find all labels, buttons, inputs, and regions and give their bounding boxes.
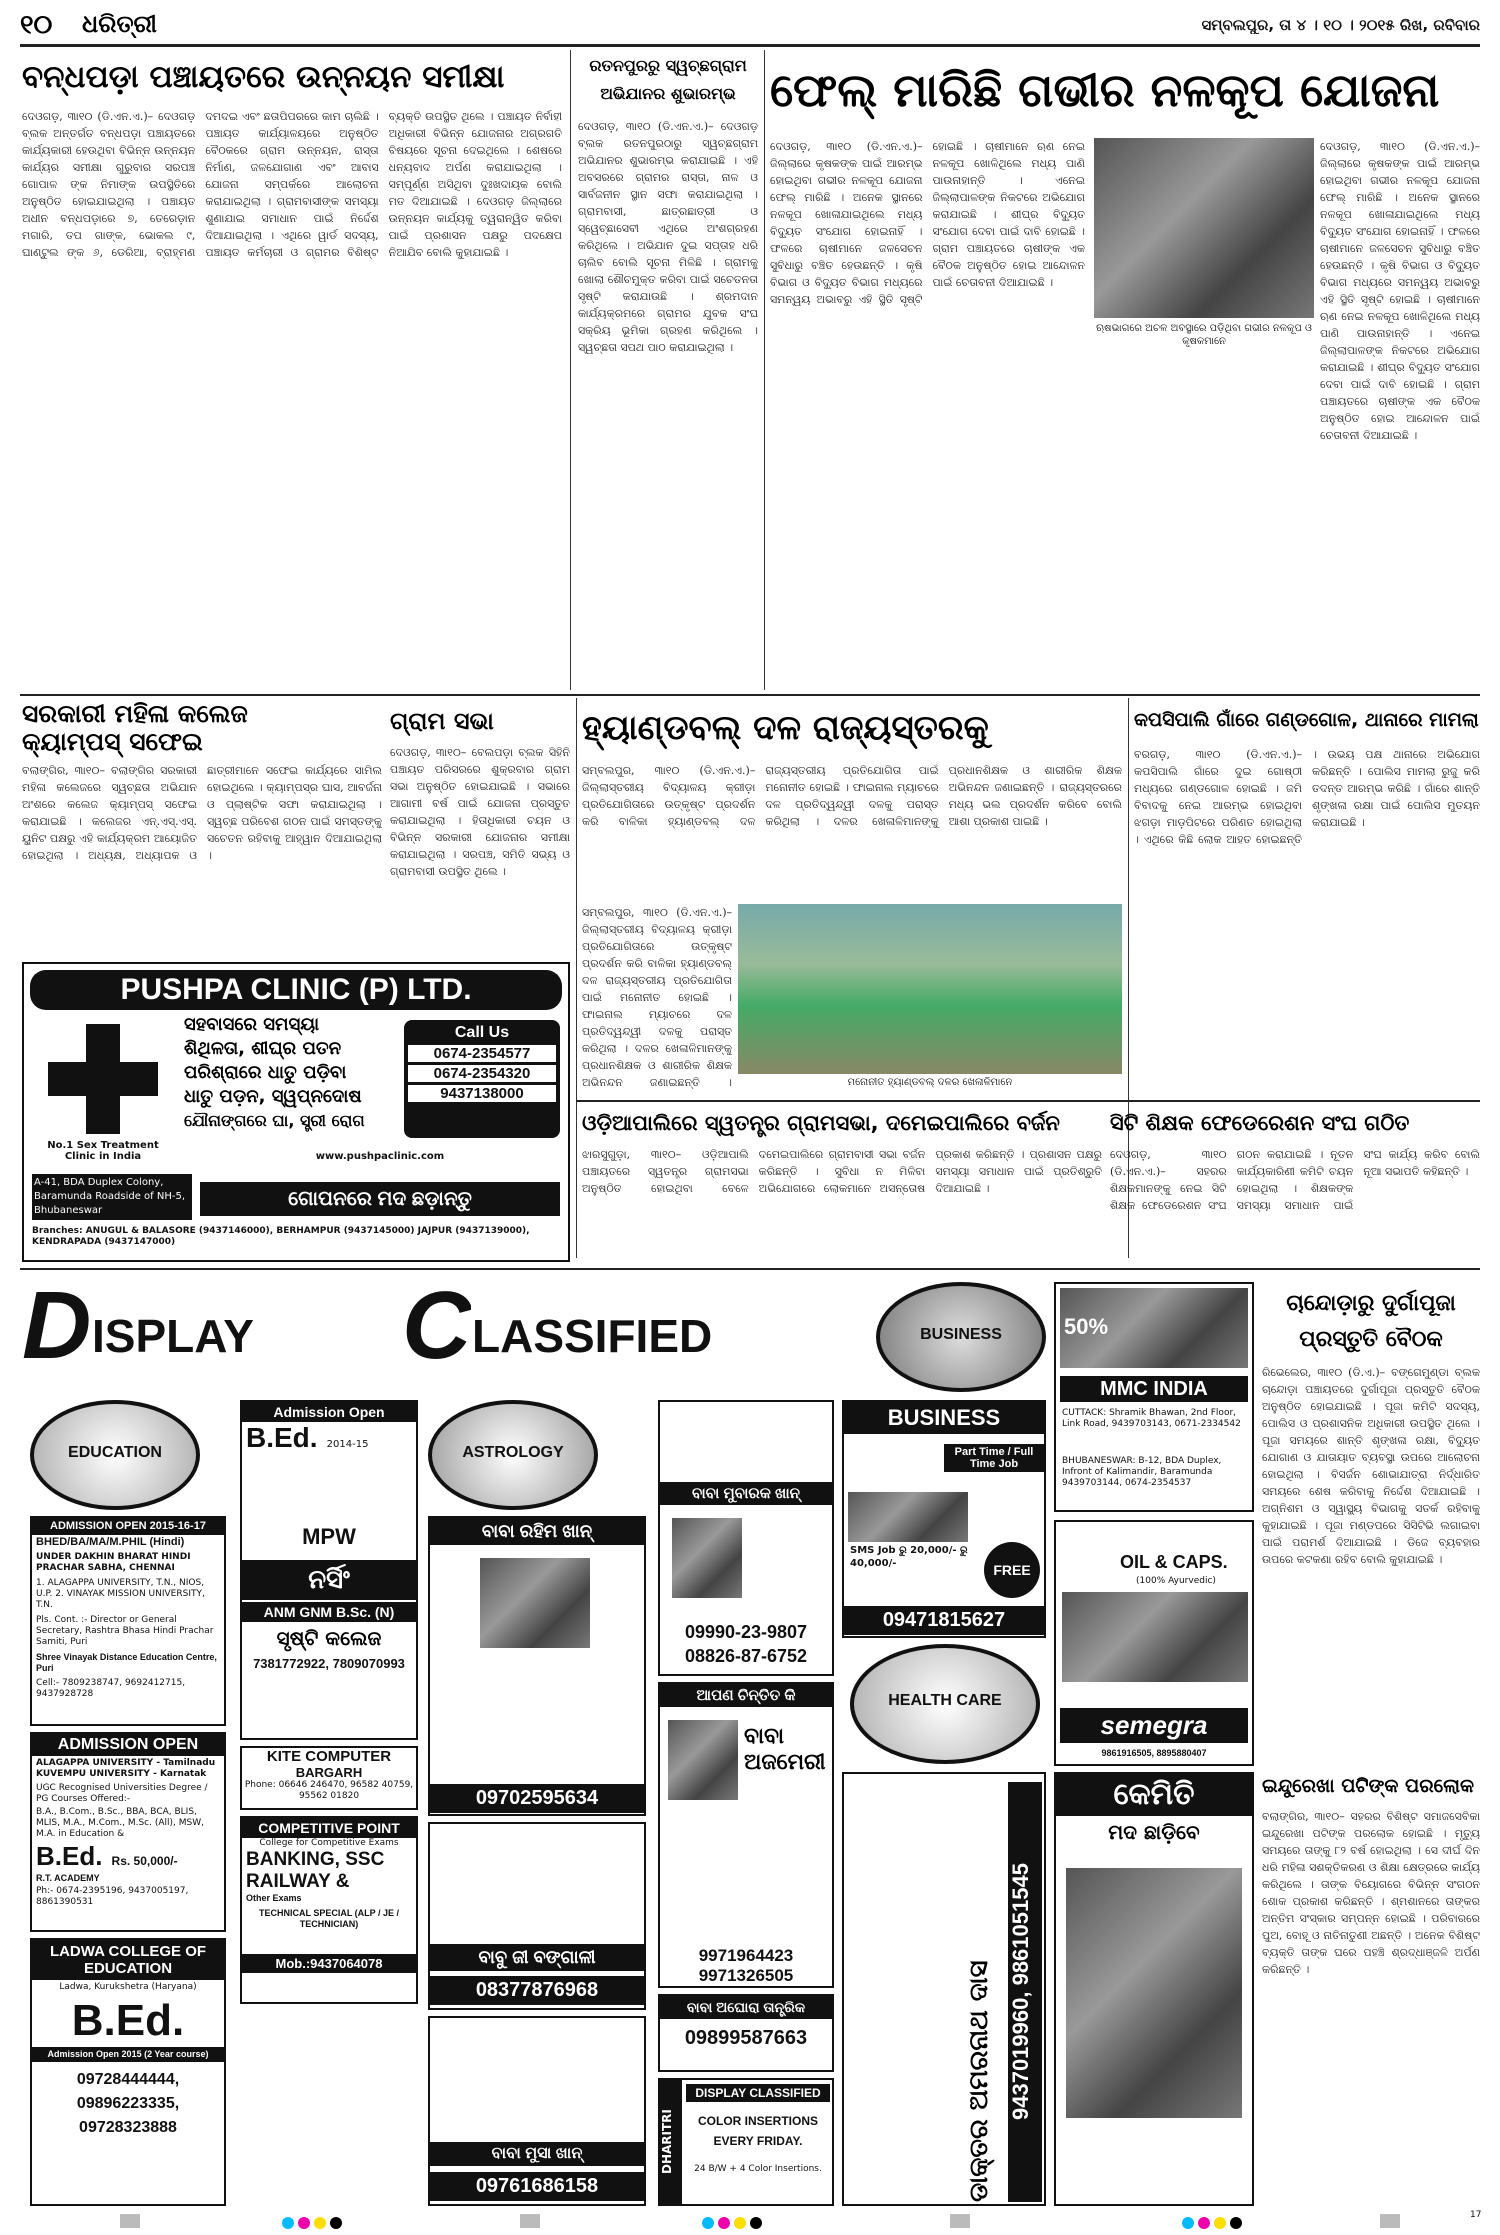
headline-bandhapada: ବନ୍ଧପଡ଼ା ପଞ୍ଚାୟତରେ ଉନ୍ନୟନ ସମୀକ୍ଷା <box>22 59 505 95</box>
ad-competitive-sub: College for Competitive Exams <box>259 1838 399 1848</box>
ad-dharitri-line1: COLOR INSERTIONS <box>697 2114 818 2128</box>
headline-kapasipali: କପସିପାଲି ଗାଁରେ ଗଣ୍ଡଗୋଳ, ଥାନାରେ ମାମଲା <box>1134 709 1479 731</box>
ad-competitive-point <box>240 1816 418 2004</box>
ad-bed-title: B.Ed. <box>246 1422 318 1453</box>
article-nalakupa-col1: ଦେଓଗଡ଼, ୩ା୧୦ (ଡି.ଏନ.ଏ.)– ଜିଲ୍ଲାରେ କୃଷକଙ୍କ ପାଇଁ ଆରମ୍ଭ ହୋଇଥିବା ଗଭୀର ନଳକୂପ ଯୋଜନା ଫେଲ୍ ମାରିଛି । ଅନେକ ସ୍ଥାନରେ ନଳକୂପ ଖୋଳାଯାଇଥିଲେ ମଧ୍ୟ ବିଦ୍ୟୁତ ସଂଯୋଗ ହୋଇନାହିଁ । ଫଳରେ ଚାଷୀମାନେ ଜଳସେଚନ ସୁବିଧାରୁ ବଞ୍ଚିତ ହେଉଛନ୍ତି । କୃଷି ବିଭାଗ ଓ ବିଦ୍ୟୁତ ବିଭାଗ ମଧ୍ୟରେ ସମନ୍ୱୟ ଅଭାବରୁ ଏହି ସ୍ଥିତି ସୃଷ୍ଟି ହୋଇଛି । ଚାଷୀମାନେ ଋଣ ନେଇ ନଳକୂପ ଖୋଳିଥିଲେ ମଧ୍ୟ ପାଣି ପାଉନାହାନ୍ତି । ଏନେଇ ଜିଲ୍ଲାପାଳଙ୍କ ନିକଟରେ ଅଭିଯୋଗ କରାଯାଇଛି । ଶୀଘ୍ର ବିଦ୍ୟୁତ ସଂଯୋଗ ଦେବା ପାଇଁ ଦାବି ହୋଇଛି । ଗ୍ରାମ ପଞ୍ଚାୟତରେ ଚାଷୀଙ୍କ ଏକ ବୈଠକ ଅନୁଷ୍ଠିତ ହୋଇ ଆନ୍ଦୋଳନ ପାଇଁ ଚେତାବନୀ ଦିଆଯାଇଛି । <box>770 140 1085 306</box>
ad-aghora-name: ବାବା ଅଘୋରା ତାନ୍ତ୍ରିକ <box>660 1996 832 2019</box>
ad-semegra-photo <box>1062 1592 1248 1682</box>
ad-ajmeri-phone1: 9971964423 <box>698 1946 794 1965</box>
magenta-dot <box>718 2217 730 2229</box>
article-nalakupa-col2: ଦେଓଗଡ଼, ୩ା୧୦ (ଡି.ଏନ.ଏ.)– ଜିଲ୍ଲାରେ କୃଷକଙ୍କ ପାଇଁ ଆରମ୍ଭ ହୋଇଥିବା ଗଭୀର ନଳକୂପ ଯୋଜନା ଫେଲ୍ ମାରିଛି । ଅନେକ ସ୍ଥାନରେ ନଳକୂପ ଖୋଳାଯାଇଥିଲେ ମଧ୍ୟ ବିଦ୍ୟୁତ ସଂଯୋଗ ହୋଇନାହିଁ । ଫଳରେ ଚାଷୀମାନେ ଜଳସେଚନ ସୁବିଧାରୁ ବଞ୍ଚିତ ହେଉଛନ୍ତି । କୃଷି ବିଭାଗ ଓ ବିଦ୍ୟୁତ ବିଭାଗ ମଧ୍ୟରେ ସମନ୍ୱୟ ଅଭାବରୁ ଏହି ସ୍ଥିତି ସୃଷ୍ଟି ହୋଇଛି । ଚାଷୀମାନେ ଋଣ ନେଇ ନଳକୂପ ଖୋଳିଥିଲେ ମଧ୍ୟ ପାଣି ପାଉନାହାନ୍ତି । ଏନେଇ ଜିଲ୍ଲାପାଳଙ୍କ ନିକଟରେ ଅଭିଯୋଗ କରାଯାଇଛି । ଶୀଘ୍ର ବିଦ୍ୟୁତ ସଂଯୋଗ ଦେବା ପାଇଁ ଦାବି ହୋଇଛି । ଗ୍ରାମ ପଞ୍ଚାୟତରେ ଚାଷୀଙ୍କ ଏକ ବୈଠକ ଅନୁଷ୍ଠିତ ହୋଇ ଆନ୍ଦୋଳନ ପାଇଁ ଚେତାବନୀ ଦିଆଯାଇଛି । <box>1320 140 1480 442</box>
ad-education-phone: Cell:- 7809238747, 9692412715, 9437928728 <box>36 1678 186 1699</box>
ad-pushpa-title: PUSHPA CLINIC (P) LTD. <box>30 970 562 1010</box>
ad-bengali-name: ବାବୁ ଜୀ ବଙ୍ଗାଳୀ <box>430 1944 644 1971</box>
column-divider <box>576 698 577 1258</box>
ad-ajmeri-phone2: 9971326505 <box>698 1966 794 1985</box>
magenta-dot <box>298 2217 310 2229</box>
headline-ratanpur: ରତନପୁରରୁ ସ୍ୱଚ୍ଛଗ୍ରାମ ଅଭିଯାନର ଶୁଭାରମ୍ଭ <box>589 56 747 103</box>
ad-business-free: FREE <box>984 1542 1040 1598</box>
registration-group <box>1180 2214 1260 2232</box>
ad-competitive-line1: BANKING, SSC <box>246 1849 385 1870</box>
ad-rahim-name: ବାବା ରହିମ ଖାନ୍ <box>430 1518 644 1545</box>
magenta-dot <box>1198 2217 1210 2229</box>
yellow-dot <box>1214 2217 1226 2229</box>
ad-education-centre: Shree Vinayak Distance Education Centre, Puri <box>36 1652 217 1673</box>
ad-business-title: BUSINESS <box>844 1402 1044 1434</box>
ad-education-contact: Pls. Cont. :- Director or General Secretary, Rashtra Bhasa Hindi Prachar Samiti, Puri <box>36 1615 214 1647</box>
ad-business-phone: 09471815627 <box>844 1606 1044 1635</box>
ad-baba-musa <box>428 2016 646 2206</box>
article-kapasipali: ବରଗଡ଼, ୩ା୧୦ (ଡି.ଏନ.ଏ.)– କପସିପାଲି ଗାଁରେ ଦୁଇ ଗୋଷ୍ଠୀ ମଧ୍ୟରେ ଗଣ୍ଡଗୋଳ ହୋଇଛି । ଜମି ବିବାଦକୁ ନେଇ ଆରମ୍ଭ ହୋଇଥିବା ଝଗଡ଼ା ମାଡ଼ପିଟରେ ପରିଣତ ହୋଇଥିଲା । ଏଥିରେ କିଛି ଲୋକ ଆହତ ହୋଇଛନ୍ତି । ଉଭୟ ପକ୍ଷ ଥାନାରେ ଅଭିଯୋଗ କରିଛନ୍ତି । ପୋଲିସ ମାମଲା ରୁଜୁ କରି ତଦନ୍ତ ଆରମ୍ଭ କରିଛି । ଗାଁରେ ଶାନ୍ତି ଶୃଙ୍ଖଳା ରକ୍ଷା ପାଇଁ ପୋଲିସ ମୁତୟନ କରାଯାଇଛି । <box>1134 748 1480 846</box>
registration-group <box>120 2214 140 2228</box>
ad-bed-nursing <box>240 1400 418 1740</box>
ad-kite-computer <box>240 1746 418 1810</box>
ad-pushpa-phone2: 0674-2354320 <box>408 1065 556 1082</box>
article-handball: ସମ୍ବଲପୁର, ୩ା୧୦ (ଡି.ଏନ.ଏ.)– ଜିଲ୍ଲାସ୍ତରୀୟ ବିଦ୍ୟାଳୟ କ୍ରୀଡ଼ା ପ୍ରତିଯୋଗିତାରେ ଉତ୍କୃଷ୍ଟ ପ୍ରଦର୍ଶନ କରି ବାଳିକା ହ୍ୟାଣ୍ଡବଲ୍ ଦଳ ରାଜ୍ୟସ୍ତରୀୟ ପ୍ରତିଯୋଗିତା ପାଇଁ ମନୋନୀତ ହୋଇଛି । ଫାଇନାଲ ମ୍ୟାଚରେ ଦଳ ପ୍ରତିଦ୍ୱନ୍ଦ୍ୱୀ ଦଳକୁ ପରାସ୍ତ କରିଥିଲା । ଦଳର ଖେଳାଳିମାନଙ୍କୁ ପ୍ରଧାନଶିକ୍ଷକ ଓ ଶାରୀରିକ ଶିକ୍ଷକ ଅଭିନନ୍ଦନ ଜଣାଇଛନ୍ତି । ରାଜ୍ୟସ୍ତରରେ ମଧ୍ୟ ଭଲ ପ୍ରଦର୍ଶନ କରିବେ ବୋଲି ଆଶା ପ୍ରକାଶ ପାଇଛି । <box>582 764 1122 828</box>
ad-ajmeri-name: ବାବା ଅଜମେରୀ <box>744 1724 826 1775</box>
ad-pushpa-address: A-41, BDA Duplex Colony, Baramunda Roadside of NH-5, Bhubaneswar <box>32 1174 192 1220</box>
ad-bed-nursing-title: ନର୍ସିଂ <box>242 1560 416 1600</box>
ad-bed-admission: Admission Open <box>242 1402 416 1422</box>
page-number: ୧୦ <box>20 10 53 40</box>
ad-pushpa-phone3: 9437138000 <box>408 1085 556 1102</box>
photo-handball-team <box>738 904 1122 1074</box>
headline-mahila: ସରକାରୀ ମହିଳା କଲେଜ କ୍ୟାମ୍ପସ୍ ସଫେଇ <box>22 700 248 756</box>
astrology-emblem <box>428 1400 598 1510</box>
ad-ladwa-title: LADWA COLLEGE OF EDUCATION <box>32 1940 224 1980</box>
ad-ladwa-phones: 09728444444, 09896223335, 09728323888 <box>76 2071 180 2136</box>
headline-gramasabha: ଗ୍ରାମ ସଭା <box>390 707 494 735</box>
ad-pushpa-line1: ସହବାସରେ ସମସ୍ୟା <box>184 1014 320 1035</box>
banner-isplay: ISPLAY <box>92 1310 254 1362</box>
ad-pushpa-secret: ଗୋପନରେ ମଦ ଛଡ଼ାନ୍ତୁ <box>200 1182 560 1216</box>
ad-semegra-title: OIL & CAPS. <box>1120 1552 1228 1572</box>
ad-vertical-doctor <box>842 1772 1046 2206</box>
ad-aghora-phone: 09899587663 <box>684 2027 808 2049</box>
ad-business-part: Part Time / Full Time Job <box>944 1444 1044 1472</box>
headline-city-teacher: ସିଟି ଶିକ୍ଷକ ଫେଡେରେଶନ ସଂଘ ଗଠିତ <box>1110 1111 1410 1135</box>
ad-vertical-name: ଡାକ୍ତର ଅମରନାଥ ଦାସ <box>964 1960 994 2202</box>
article-gramasabha: ଦେଓଗଡ଼, ୩ା୧୦– ବେଲପଡ଼ା ବ୍ଲକ ସିହିନି ପଞ୍ଚାୟତ ପରିସରରେ ଶୁକ୍ରବାର ଗ୍ରାମ ସଭା ଅନୁଷ୍ଠିତ ହୋଇଯାଇଛି । ସଭାରେ ଆଗାମୀ ବର୍ଷ ପାଇଁ ଯୋଜନା ପ୍ରସ୍ତୁତ କରାଯାଇଥିଲା । ହିତାଧିକାରୀ ଚୟନ ଓ ବିଭିନ୍ନ ସରକାରୀ ଯୋଜନାର ସମୀକ୍ଷା କରାଯାଇଥିଲା । ସରପଞ୍ଚ, ସମିତି ସଭ୍ୟ ଓ ଗ୍ରାମବାସୀ ଉପସ୍ଥିତ ଥିଲେ । <box>390 746 570 878</box>
registration-group <box>700 2214 780 2232</box>
section-rule <box>20 694 1480 696</box>
ad-competitive-other: Other Exams <box>246 1893 302 1903</box>
ad-education-unis: 1. ALAGAPPA UNIVERSITY, T.N., NIOS, U.P. 2. VINAYAK MISSION UNIVERSITY, T.N. <box>36 1578 205 1610</box>
ad-competitive-line2: RAILWAY & <box>246 1871 350 1892</box>
ad-kemiti-photo <box>1066 1868 1242 2118</box>
ad-bengali-phone: 08377876968 <box>430 1976 644 2005</box>
ad-business-sms: SMS Job ରୁ 20,000/- ରୁ 40,000/- <box>850 1545 968 1569</box>
ad-ajmeri-top: ଆପଣ ଚିନ୍ତିତ କି <box>660 1684 832 1707</box>
registration-group <box>520 2214 540 2228</box>
cross-icon <box>48 1024 158 1134</box>
ad-musa-name: ବାବା ମୁସା ଖାନ୍ <box>430 2142 644 2166</box>
ad-baba-ajmeri <box>658 1682 834 1988</box>
ad-admission-open <box>30 1732 226 1932</box>
ad-mmc-cuttack: CUTTACK: Shramik Bhawan, 2nd Floor, Link Road, 9439703143, 0671-2334542 <box>1062 1408 1241 1429</box>
article-durgapuja: ରିଭେଲେର, ୩ା୧୦ (ଡି.ଏ.)– ବଙ୍ଗେମୁଣ୍ଡା ବ୍ଲକ ଚାନ୍ଦୋଡ଼ା ପଞ୍ଚାୟତରେ ଦୁର୍ଗାପୂଜା ପ୍ରସ୍ତୁତି ବୈଠକ ଅନୁଷ୍ଠିତ ହୋଇଯାଇଛି । ପୂଜା କମିଟି ସଦସ୍ୟ, ପୋଲିସ ଓ ପ୍ରଶାସନିକ ଅଧିକାରୀ ଉପସ୍ଥିତ ଥିଲେ । ପୂଜା ସମୟରେ ଶାନ୍ତି ଶୃଙ୍ଖଳା ରକ୍ଷା, ବିଦ୍ୟୁତ ଯୋଗାଣ ଓ ଯାତାୟାତ ବ୍ୟବସ୍ଥା ଉପରେ ଆଲୋଚନା ହୋଇଥିଲା । ବିସର୍ଜନ ଶୋଭାଯାତ୍ରା ନିର୍ଦ୍ଧାରିତ ସମୟରେ ଶେଷ କରିବାକୁ ନିର୍ଦ୍ଦେଶ ଦିଆଯାଇଛି । ଅଗ୍ନିଶମ ଓ ସ୍ୱାସ୍ଥ୍ୟ ବିଭାଗକୁ ସତର୍କ ରହିବାକୁ କୁହାଯାଇଛି । ପୂଜା ମଣ୍ଡପରେ ସିସିଟିଭି ଲଗାଇବା ପାଇଁ ପରାମର୍ଶ ଦିଆଯାଇଛି । ଡିଜେ ବ୍ୟବହାର ଉପରେ କଟକଣା ରହିବ ବୋଲି କୁହାଯାଇଛି । <box>1262 1366 1480 1566</box>
ad-mmc-bbsr: BHUBANESWAR: B-12, BDA Duplex, Infront of Kalimandir, Baramunda 9439703144, 0674-2354537 <box>1062 1456 1222 1488</box>
page-header <box>20 8 1480 44</box>
ad-mmc-title: MMC INDIA <box>1060 1376 1248 1402</box>
ad-kemiti-sub: ମଦ ଛାଡ଼ିବେ <box>1108 1820 1200 1844</box>
photo-tubewell <box>1094 138 1314 318</box>
black-dot <box>750 2217 762 2229</box>
ad-kemiti-title: କେମିତି <box>1056 1774 1252 1816</box>
ad-pushpa-badge: No.1 Sex Treatment Clinic in India <box>47 1140 159 1162</box>
ad-pushpa-line5: ଯୌନାଙ୍ଗରେ ଘା, ସ୍ତ୍ରୀ ରୋଗ <box>184 1111 365 1130</box>
ad-pushpa-call-box <box>404 1020 560 1138</box>
ad-education-under: UNDER DAKHIN BHARAT HINDI PRACHAR SABHA, CHENNAI <box>36 1552 191 1573</box>
ad-bed-year: 2014-15 <box>326 1439 369 1450</box>
ad-competitive-technical: TECHNICAL SPECIAL (ALP / JE / TECHNICIAN) <box>258 1908 400 1929</box>
header-rule <box>20 44 1480 47</box>
ad-competitive-title: COMPETITIVE POINT <box>242 1818 416 1838</box>
ad-baba-mubarak <box>658 1400 834 1676</box>
health-care-label: HEALTH CARE <box>888 1692 1002 1709</box>
ad-business <box>842 1400 1046 1638</box>
ad-musa-phone: 09761686158 <box>430 2172 644 2201</box>
ad-competitive-mob: Mob.:9437064078 <box>242 1954 416 1973</box>
ad-business-photo <box>848 1492 968 1542</box>
ad-bed-phones: 7381772922, 7809070993 <box>253 1656 405 1671</box>
cyan-dot <box>282 2217 294 2229</box>
health-care-emblem <box>850 1644 1040 1764</box>
ad-rahim-photo <box>480 1558 590 1648</box>
article-ratanpur: ଦେଓଗଡ଼, ୩ା୧୦ (ଡି.ଏନ.ଏ.)– ଦେଓଗଡ଼ ବ୍ଲକ ରତନପୁରଠାରୁ ସ୍ୱଚ୍ଛଗ୍ରାମ ଅଭିଯାନର ଶୁଭାରମ୍ଭ କରାଯାଇଛି । ଏହି ଅବସରରେ ଗ୍ରାମର ରାସ୍ତା, ନାଳ ଓ ସାର୍ବଜନୀନ ସ୍ଥାନ ସଫା କରାଯାଇଥିଲା । ଗ୍ରାମବାସୀ, ଛାତ୍ରଛାତ୍ରୀ ଓ ସ୍ୱେଚ୍ଛାସେବୀ ଏଥିରେ ଅଂଶଗ୍ରହଣ କରିଥିଲେ । ଅଭିଯାନ ଦୁଇ ସପ୍ତାହ ଧରି ଚାଲିବ ବୋଲି ସୂଚନା ମିଳିଛି । ଗ୍ରାମକୁ ଖୋଲା ଶୌଚମୁକ୍ତ କରିବା ପାଇଁ ସଚେତନତା ସୃଷ୍ଟି କରାଯାଉଛି । ଶ୍ରମଦାନ କାର୍ଯ୍ୟକ୍ରମରେ ଗ୍ରାମର ଯୁବକ ସଂଘ ସକ୍ରିୟ ଭୂମିକା ଗ୍ରହଣ କରିଥିଲେ । ସ୍ୱଚ୍ଛତା ସପଥ ପାଠ କରାଯାଇଥିଲା । <box>578 120 758 354</box>
business-emblem <box>876 1282 1046 1392</box>
ad-pushpa-line2: ଶିଥିଳତା, ଶୀଘ୍ର ପତନ <box>184 1038 342 1059</box>
ad-bed-college: ସୃଷ୍ଟି କଲେଜ <box>276 1626 382 1650</box>
ad-semegra <box>1054 1520 1254 1766</box>
ad-ladwa-sub: Ladwa, Kurukshetra (Haryana) <box>59 1982 197 1992</box>
ad-admission-unis: ALAGAPPA UNIVERSITY - Tamilnadu KUVEMPU UNIVERSITY - Karnatak <box>36 1758 216 1779</box>
section-rule <box>576 1100 1480 1102</box>
banner-lassified: LASSIFIED <box>472 1310 713 1362</box>
ad-admission-courses: B.A., B.Com., B.Sc., BBA, BCA, BLIS, MLIS, M.A., M.Com., M.Sc. (All), MSW, M.A. in Education & <box>36 1807 204 1839</box>
ad-semegra-sub: (100% Ayurvedic) <box>1136 1576 1216 1586</box>
headline-durgapuja: ଚାନ୍ଦୋଡ଼ାରୁ ଦୁର୍ଗାପୂଜା ପ୍ରସ୍ତୁତି ବୈଠକ <box>1286 1291 1456 1352</box>
ad-education-courses: BHED/BA/MA/M.PHIL (Hindi) <box>36 1536 185 1548</box>
yellow-dot <box>314 2217 326 2229</box>
ad-pushpa-clinic <box>22 962 570 1262</box>
ad-pushpa-website: www.pushpaclinic.com <box>315 1151 445 1162</box>
registration-group <box>1380 2214 1400 2228</box>
ad-pushpa-phone1: 0674-2354577 <box>408 1045 556 1062</box>
article-city-teacher: ଦେଓଗଡ଼, ୩ା୧୦ (ଡି.ଏନ.ଏ.)– ସହରର ଶିକ୍ଷକମାନଙ୍କୁ ନେଇ ସିଟି ଶିକ୍ଷକ ଫେଡେରେଶନ ସଂଘ ଗଠନ କରାଯାଇଛି । ନୂତନ କାର୍ଯ୍ୟକାରିଣୀ କମିଟି ଚୟନ ହୋଇଥିଲା । ଶିକ୍ଷକଙ୍କ ସମସ୍ୟା ସମାଧାନ ପାଇଁ ସଂଘ କାର୍ଯ୍ୟ କରିବ ବୋଲି ନୂଆ ସଭାପତି କହିଛନ୍ତି । <box>1110 1148 1480 1212</box>
ad-admission-ugc: UGC Recognised Universities Degree / PG Courses Offered:- <box>36 1783 208 1804</box>
ad-vertical-phone: 9437019960, 9861051545 <box>1008 1782 1042 2202</box>
page-mark: 17 <box>1470 2210 1482 2220</box>
ad-education <box>30 1516 226 1726</box>
ad-mmc-india <box>1054 1282 1254 1512</box>
ad-baba-rahim <box>428 1516 646 1816</box>
registration-group <box>280 2214 360 2232</box>
headline-handball: ହ୍ୟାଣ୍ଡବଲ୍ ଦଳ ରାଜ୍ୟସ୍ତରକୁ <box>582 708 989 748</box>
ad-bed-mpw: MPW <box>302 1524 356 1549</box>
article-odiapali: ଝାରସୁଗୁଡ଼ା, ୩ା୧୦– ଓଡ଼ିଆପାଲି ପଞ୍ଚାୟତରେ ସ୍ୱତନ୍ତ୍ର ଗ୍ରାମସଭା ଅନୁଷ୍ଠିତ ହୋଇଥିବା ବେଳେ ଦମେଇପାଲିରେ ଗ୍ରାମବାସୀ ସଭା ବର୍ଜନ କରିଛନ୍ତି । ସୁବିଧା ନ ମିଳିବା ଅଭିଯୋଗରେ ଲୋକମାନେ ଅସନ୍ତୋଷ ପ୍ରକାଶ କରିଛନ୍ତି । ପ୍ରଶାସନ ପକ୍ଷରୁ ସମସ୍ୟା ସମାଧାନ ପାଇଁ ପ୍ରତିଶ୍ରୁତି ଦିଆଯାଇଛି । <box>582 1148 1102 1195</box>
banner-d: D <box>22 1276 92 1376</box>
black-dot <box>1230 2217 1242 2229</box>
ad-pushpa-line4: ଧାତୁ ପଡ଼ନ, ସ୍ୱପ୍ନଦୋଷ <box>184 1086 362 1107</box>
cyan-dot <box>702 2217 714 2229</box>
caption-handball: ମନୋନୀତ ହ୍ୟାଣ୍ଡବଲ୍ ଦଳର ଖେଳାଳିମାନେ <box>847 1077 1013 1088</box>
ad-rahim-phone: 09702595634 <box>430 1784 644 1813</box>
business-emblem-label: BUSINESS <box>920 1326 1002 1343</box>
paper-name: ଧରିତ୍ରୀ <box>82 10 157 38</box>
column-divider <box>764 50 765 690</box>
article-indurekha: ବଲାଙ୍ଗିର, ୩ା୧୦– ସହରର ବିଶିଷ୍ଟ ସମାଜସେବିକା ଇନ୍ଦୁରେଖା ପଟିଙ୍କ ପରଲୋକ ହୋଇଛି । ମୃତ୍ୟୁ ସମୟରେ ତାଙ୍କୁ ୮୨ ବର୍ଷ ହୋଇଥିଲା । ସେ ଦୀର୍ଘ ଦିନ ଧରି ମହିଳା ସଶକ୍ତିକରଣ ଓ ଶିକ୍ଷା କ୍ଷେତ୍ରରେ କାର୍ଯ୍ୟ କରିଥିଲେ । ତାଙ୍କ ବିୟୋଗରେ ବିଭିନ୍ନ ସଂଗଠନ ଶୋକ ପ୍ରକାଶ କରିଛନ୍ତି । ଶ୍ମଶାନରେ ତାଙ୍କର ଅନ୍ତିମ ସଂସ୍କାର ସମ୍ପନ୍ନ ହୋଇଛି । ପରିବାରରେ ପୁଅ, ବୋହୂ ଓ ନାତିନାତୁଣୀ ଅଛନ୍ତି । ଅନେକ ବିଶିଷ୍ଟ ବ୍ୟକ୍ତି ତାଙ୍କ ଘରେ ପହଞ୍ଚି ଶ୍ରଦ୍ଧାଞ୍ଜଳି ଅର୍ପଣ କରିଛନ୍ତି । <box>1262 1810 1480 1976</box>
ad-ladwa-bed: B.Ed. <box>71 1996 185 2045</box>
yellow-dot <box>734 2217 746 2229</box>
registration-group <box>950 2214 970 2228</box>
ad-kite-title: KITE COMPUTER <box>266 1748 392 1765</box>
ad-ladwa-admission: Admission Open 2015 (2 Year course) <box>32 2047 224 2062</box>
ad-dharitri-side: DHARITRI <box>660 2080 682 2204</box>
ad-mubarak-phone2: 08826-87-6752 <box>684 1646 808 1666</box>
ad-bed-anm: ANM GNM B.Sc. (N) <box>242 1602 416 1622</box>
ad-dharitri-box <box>658 2078 834 2206</box>
article-bandhapada: ଦେଓଗଡ଼, ୩ା୧୦ (ଡି.ଏନ.ଏ.)– ଦେଓଗଡ଼ ବ୍ଲକ ଅନ୍ତର୍ଗତ ବନ୍ଧପଡ଼ା ପଞ୍ଚାୟତରେ କାର୍ଯ୍ୟକାରୀ ହେଉଥିବା ବିଭିନ୍ନ ଉନ୍ନୟନ କାର୍ଯ୍ୟର ସମୀକ୍ଷା ଗୁରୁବାର ସରପଞ୍ଚ ଗୋପାଳ ଙ୍କ ନିମାଙ୍କ ଉପସ୍ଥିତିରେ ଅନୁଷ୍ଠିତ ହୋଇଯାଇଥିଲା । ପଞ୍ଚାୟତ ଅଧୀନ ବନ୍ଧପଡ଼ାରେ ୭, ତେରେଡ଼ାନ ମଗାରି, ତପ ଗାଙ୍କ, ଭୋକଲ ୯, ଘାଣ୍ଟୁଲ ଙ୍କ ୬, ଡେରିଆ, ବ୍ରାହ୍ମଣ ଦମଦଇ ଏବଂ ଛତାପିପରରେ କାମ ଚାଲିଛି । ପଞ୍ଚାୟତ କାର୍ଯ୍ୟାଳୟରେ ଅନୁଷ୍ଠିତ ବୈଠକରେ ଗ୍ରାମ ଉନ୍ନୟନ, ରାସ୍ତା ନିର୍ମାଣ, ଜଳଯୋଗାଣ ଏବଂ ଆବାସ ଯୋଜନା ସମ୍ପର୍କରେ ଆଲୋଚନା କରାଯାଇଥିଲା । ଗ୍ରାମବାସୀଙ୍କ ସମସ୍ୟା ଶୁଣାଯାଇ ସମାଧାନ ପାଇଁ ନିର୍ଦ୍ଦେଶ ଦିଆଯାଇଥିଲା । ଏଥିରେ ୱାର୍ଡ ସଦସ୍ୟ, ପଞ୍ଚାୟତ କର୍ମଚାରୀ ଓ ଗ୍ରାମର ବିଶିଷ୍ଟ ବ୍ୟକ୍ତି ଉପସ୍ଥିତ ଥିଲେ । ପଞ୍ଚାୟତ ନିର୍ବାହୀ ଅଧିକାରୀ ବିଭିନ୍ନ ଯୋଜନାର ଅଗ୍ରଗତି ବିଷୟରେ ସୂଚନା ଦେଇଥିଲେ । ଶେଷରେ ଧନ୍ୟବାଦ ଅର୍ପଣ କରାଯାଇଥିଲା । ସମ୍ପୂର୍ଣ୍ଣ ଅସିଥିବା ଦୁଃଖଦାୟକ ବୋଲି ମତ ଦିଆଯାଇଛି । ଦେଓଗଡ଼ ଜିଲ୍ଲାରେ ଉନ୍ନୟନ କାର୍ଯ୍ୟକୁ ତ୍ୱରାନ୍ୱିତ କରିବା ପାଇଁ ପ୍ରଶାସନ ପକ୍ଷରୁ ପଦକ୍ଷେପ ନିଆଯିବ ବୋଲି କୁହାଯାଇଛି । <box>22 110 562 259</box>
ad-mubarak-phone1: 09990-23-9807 <box>684 1622 808 1642</box>
headline-nalakupa: ଫେଲ୍ ମାରିଛି ଗଭୀର ନଳକୂପ ଯୋଜନା <box>770 63 1440 117</box>
cyan-dot <box>1182 2217 1194 2229</box>
registration-marks <box>0 2210 1500 2232</box>
ad-admission-bed: B.Ed. <box>36 1841 103 1871</box>
education-emblem <box>30 1400 200 1510</box>
black-dot <box>330 2217 342 2229</box>
ad-admission-fee: Rs. 50,000/- <box>111 1854 178 1868</box>
display-classified-banner <box>22 1276 862 1376</box>
education-emblem-label: EDUCATION <box>68 1444 162 1461</box>
ad-semegra-phones: 9861916505, 8895880407 <box>1101 1748 1207 1758</box>
ad-mubarak-name: ବାବା ମୁବାରକ ଖାନ୍ <box>660 1482 832 1505</box>
ad-pushpa-branches: Branches: ANUGUL & BALASORE (9437146000), BERHAMPUR (9437145000) JAJPUR (9437139000), KENDRAPADA (9437147000) <box>32 1226 530 1247</box>
article-handball-more: ସମ୍ବଲପୁର, ୩ା୧୦ (ଡି.ଏନ.ଏ.)– ଜିଲ୍ଲାସ୍ତରୀୟ ବିଦ୍ୟାଳୟ କ୍ରୀଡ଼ା ପ୍ରତିଯୋଗିତାରେ ଉତ୍କୃଷ୍ଟ ପ୍ରଦର୍ଶନ କରି ବାଳିକା ହ୍ୟାଣ୍ଡବଲ୍ ଦଳ ରାଜ୍ୟସ୍ତରୀୟ ପ୍ରତିଯୋଗିତା ପାଇଁ ମନୋନୀତ ହୋଇଛି । ଫାଇନାଲ ମ୍ୟାଚରେ ଦଳ ପ୍ରତିଦ୍ୱନ୍ଦ୍ୱୀ ଦଳକୁ ପରାସ୍ତ କରିଥିଲା । ଦଳର ଖେଳାଳିମାନଙ୍କୁ ପ୍ରଧାନଶିକ୍ଷକ ଓ ଶାରୀରିକ ଶିକ୍ଷକ ଅଭିନନ୍ଦନ ଜଣାଇଛନ୍ତି । <box>582 906 732 1089</box>
ad-admission-title: ADMISSION OPEN <box>32 1734 224 1756</box>
ad-ladwa <box>30 1938 226 2206</box>
section-rule <box>20 1268 1480 1270</box>
ad-pushpa-line3: ପରିଶ୍ରାରେ ଧାତୁ ପଡ଼ିବା <box>184 1062 347 1083</box>
ad-kite-place: BARGARH <box>295 1765 363 1780</box>
ad-babu-bengali <box>428 1822 646 2010</box>
astrology-emblem-label: ASTROLOGY <box>462 1444 564 1461</box>
ad-semegra-brand: semegra <box>1060 1708 1248 1743</box>
ad-mubarak-photo <box>672 1518 742 1598</box>
ad-baba-aghora <box>658 1994 834 2072</box>
headline-indurekha: ଇନ୍ଦୁରେଖା ପଟିଙ୍କ ପରଲୋକ <box>1262 1775 1475 1797</box>
ad-admission-academy: R.T. ACADEMY <box>36 1873 100 1883</box>
ad-dharitri-title: DISPLAY CLASSIFIED <box>686 2084 830 2102</box>
ad-pushpa-call-label: Call Us <box>454 1024 510 1041</box>
ad-ajmeri-photo <box>668 1720 738 1800</box>
article-mahila: ବଲାଙ୍ଗିର, ୩ା୧୦– ବଲାଙ୍ଗିର ସରକାରୀ ମହିଳା କଲେଜରେ ସ୍ୱଚ୍ଛତା ଅଭିଯାନ ଅଂଶରେ କଲେଜ କ୍ୟାମ୍ପସ୍ ସଫେଇ କରାଯାଇଛି । କଲେଜର ଏନ୍.ଏସ୍.ଏସ୍. ୟୁନିଟ ପକ୍ଷରୁ ଏହି କାର୍ଯ୍ୟକ୍ରମ ଆୟୋଜିତ ହୋଇଥିଲା । ଅଧ୍ୟକ୍ଷ, ଅଧ୍ୟାପକ ଓ ଛାତ୍ରୀମାନେ ସଫେଇ କାର୍ଯ୍ୟରେ ସାମିଲ ହୋଇଥିଲେ । କ୍ୟାମ୍ପସ୍‌ର ଘାସ, ଆବର୍ଜନା ଓ ପ୍ଲାଷ୍ଟିକ ସଫା କରାଯାଇଥିଲା । ସ୍ୱଚ୍ଛ ପରିବେଶ ଗଠନ ପାଇଁ ସମସ୍ତଙ୍କୁ ସଚେତନ ରହିବାକୁ ଆହ୍ୱାନ ଦିଆଯାଇଥିଲା । <box>22 764 382 862</box>
caption-tubewell: ଋଷଭାଗରେ ଅଚଳ ଅବସ୍ଥାରେ ପଡ଼ିଥିବା ଗଭୀର ନଳକୂପ ଓ କୃଷକମାନେ <box>1096 323 1312 347</box>
dateline: ସମ୍ବଲପୁର, ତା ୪ । ୧୦ । ୨୦୧୫ ରିଖ, ରବିବାର <box>1201 16 1480 34</box>
banner-c: C <box>402 1276 472 1376</box>
ad-kemiti <box>1054 1772 1254 2206</box>
ad-dharitri-line3: 24 B/W + 4 Color Insertions. <box>694 2164 822 2174</box>
column-divider <box>570 50 571 690</box>
headline-odiapali: ଓଡ଼ିଆପାଲିରେ ସ୍ୱତନ୍ତ୍ର ଗ୍ରାମସଭା, ଦମେଇପାଲିରେ ବର୍ଜନ <box>582 1111 1060 1135</box>
ad-dharitri-line2: EVERY FRIDAY. <box>713 2134 803 2148</box>
ad-kite-phone: Phone: 06646 246470, 96582 40759, 95562 01820 <box>244 1780 414 1801</box>
ad-admission-phone: Ph:- 0674-2395196, 9437005197, 8861390531 <box>36 1886 189 1907</box>
ad-mmc-off: 50% <box>1064 1314 1109 1339</box>
ad-education-admission: ADMISSION OPEN 2015-16-17 <box>32 1518 224 1535</box>
